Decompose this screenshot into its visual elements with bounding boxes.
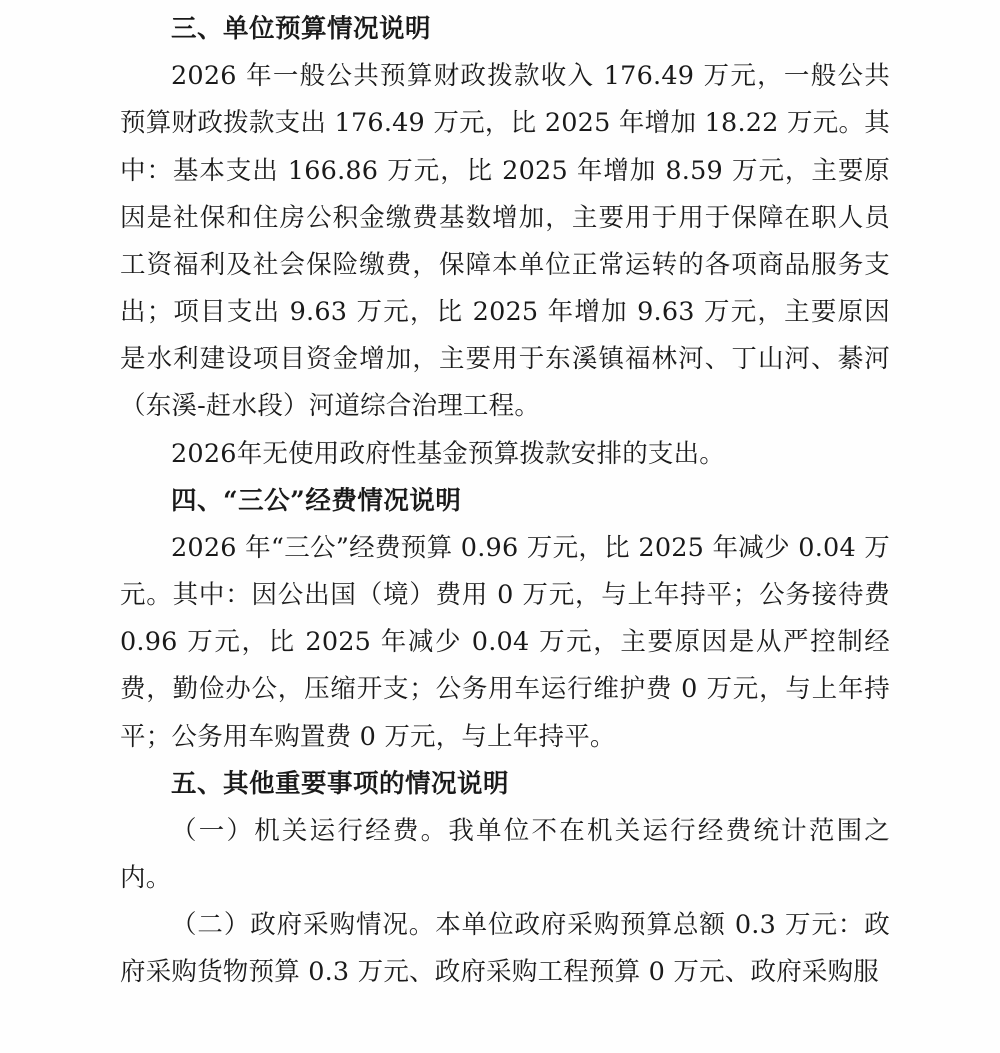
section-three-paragraph-budget-overview: 2026 年一般公共预算财政拨款收入 176.49 万元，一般公共预算财政拨款支出 176.49 万元，比 2025 年增加 18.22 万元。其中：基本支出 166.86 万元，比 2025 年增加 8.59 万元，主要原因是社保和住房公积金缴费基数增加，主要用于用于保障在职人员工资福利及社会保险缴费，保障本单位正常运转的各项商品服务支出；项目支出 9.63 万元，比 2025 年增加 9.63 万元，主要原因是水利建设项目资金增加，主要用于东溪镇福林河、丁山河、綦河（东溪-赶水段）河道综合治理工程。 [120,61,890,422]
section-four-paragraph-three-public-expenses: 2026 年“三公”经费预算 0.96 万元，比 2025 年减少 0.04 万元。其中：因公出国（境）费用 0 万元，与上年持平；公务接待费 0.96 万元，比 2025 年减少 0.04 万元，主要原因是从严控制经费，勤俭办公，压缩开支；公务用车运行维护费 0 万元，与上年持平；公务用车购置费 0 万元，与上年持平。 [120,532,890,752]
document-body [120,6,890,997]
section-three-paragraph-government-fund: 2026年无使用政府性基金预算拨款安排的支出。 [171,438,725,469]
section-five-paragraph-government-procurement: （二）政府采购情况。本单位政府采购预算总额 0.3 万元：政府采购货物预算 0.3 万元、政府采购工程预算 0 万元、政府采购服 [120,910,890,988]
section-heading-four: 四、“三公”经费情况说明 [171,485,462,516]
section-heading-five: 五、其他重要事项的情况说明 [171,768,510,799]
section-heading-three: 三、单位预算情况说明 [171,14,432,44]
section-five-paragraph-operating-expenses: （一）机关运行经费。我单位不在机关运行经费统计范围之内。 [120,815,890,894]
